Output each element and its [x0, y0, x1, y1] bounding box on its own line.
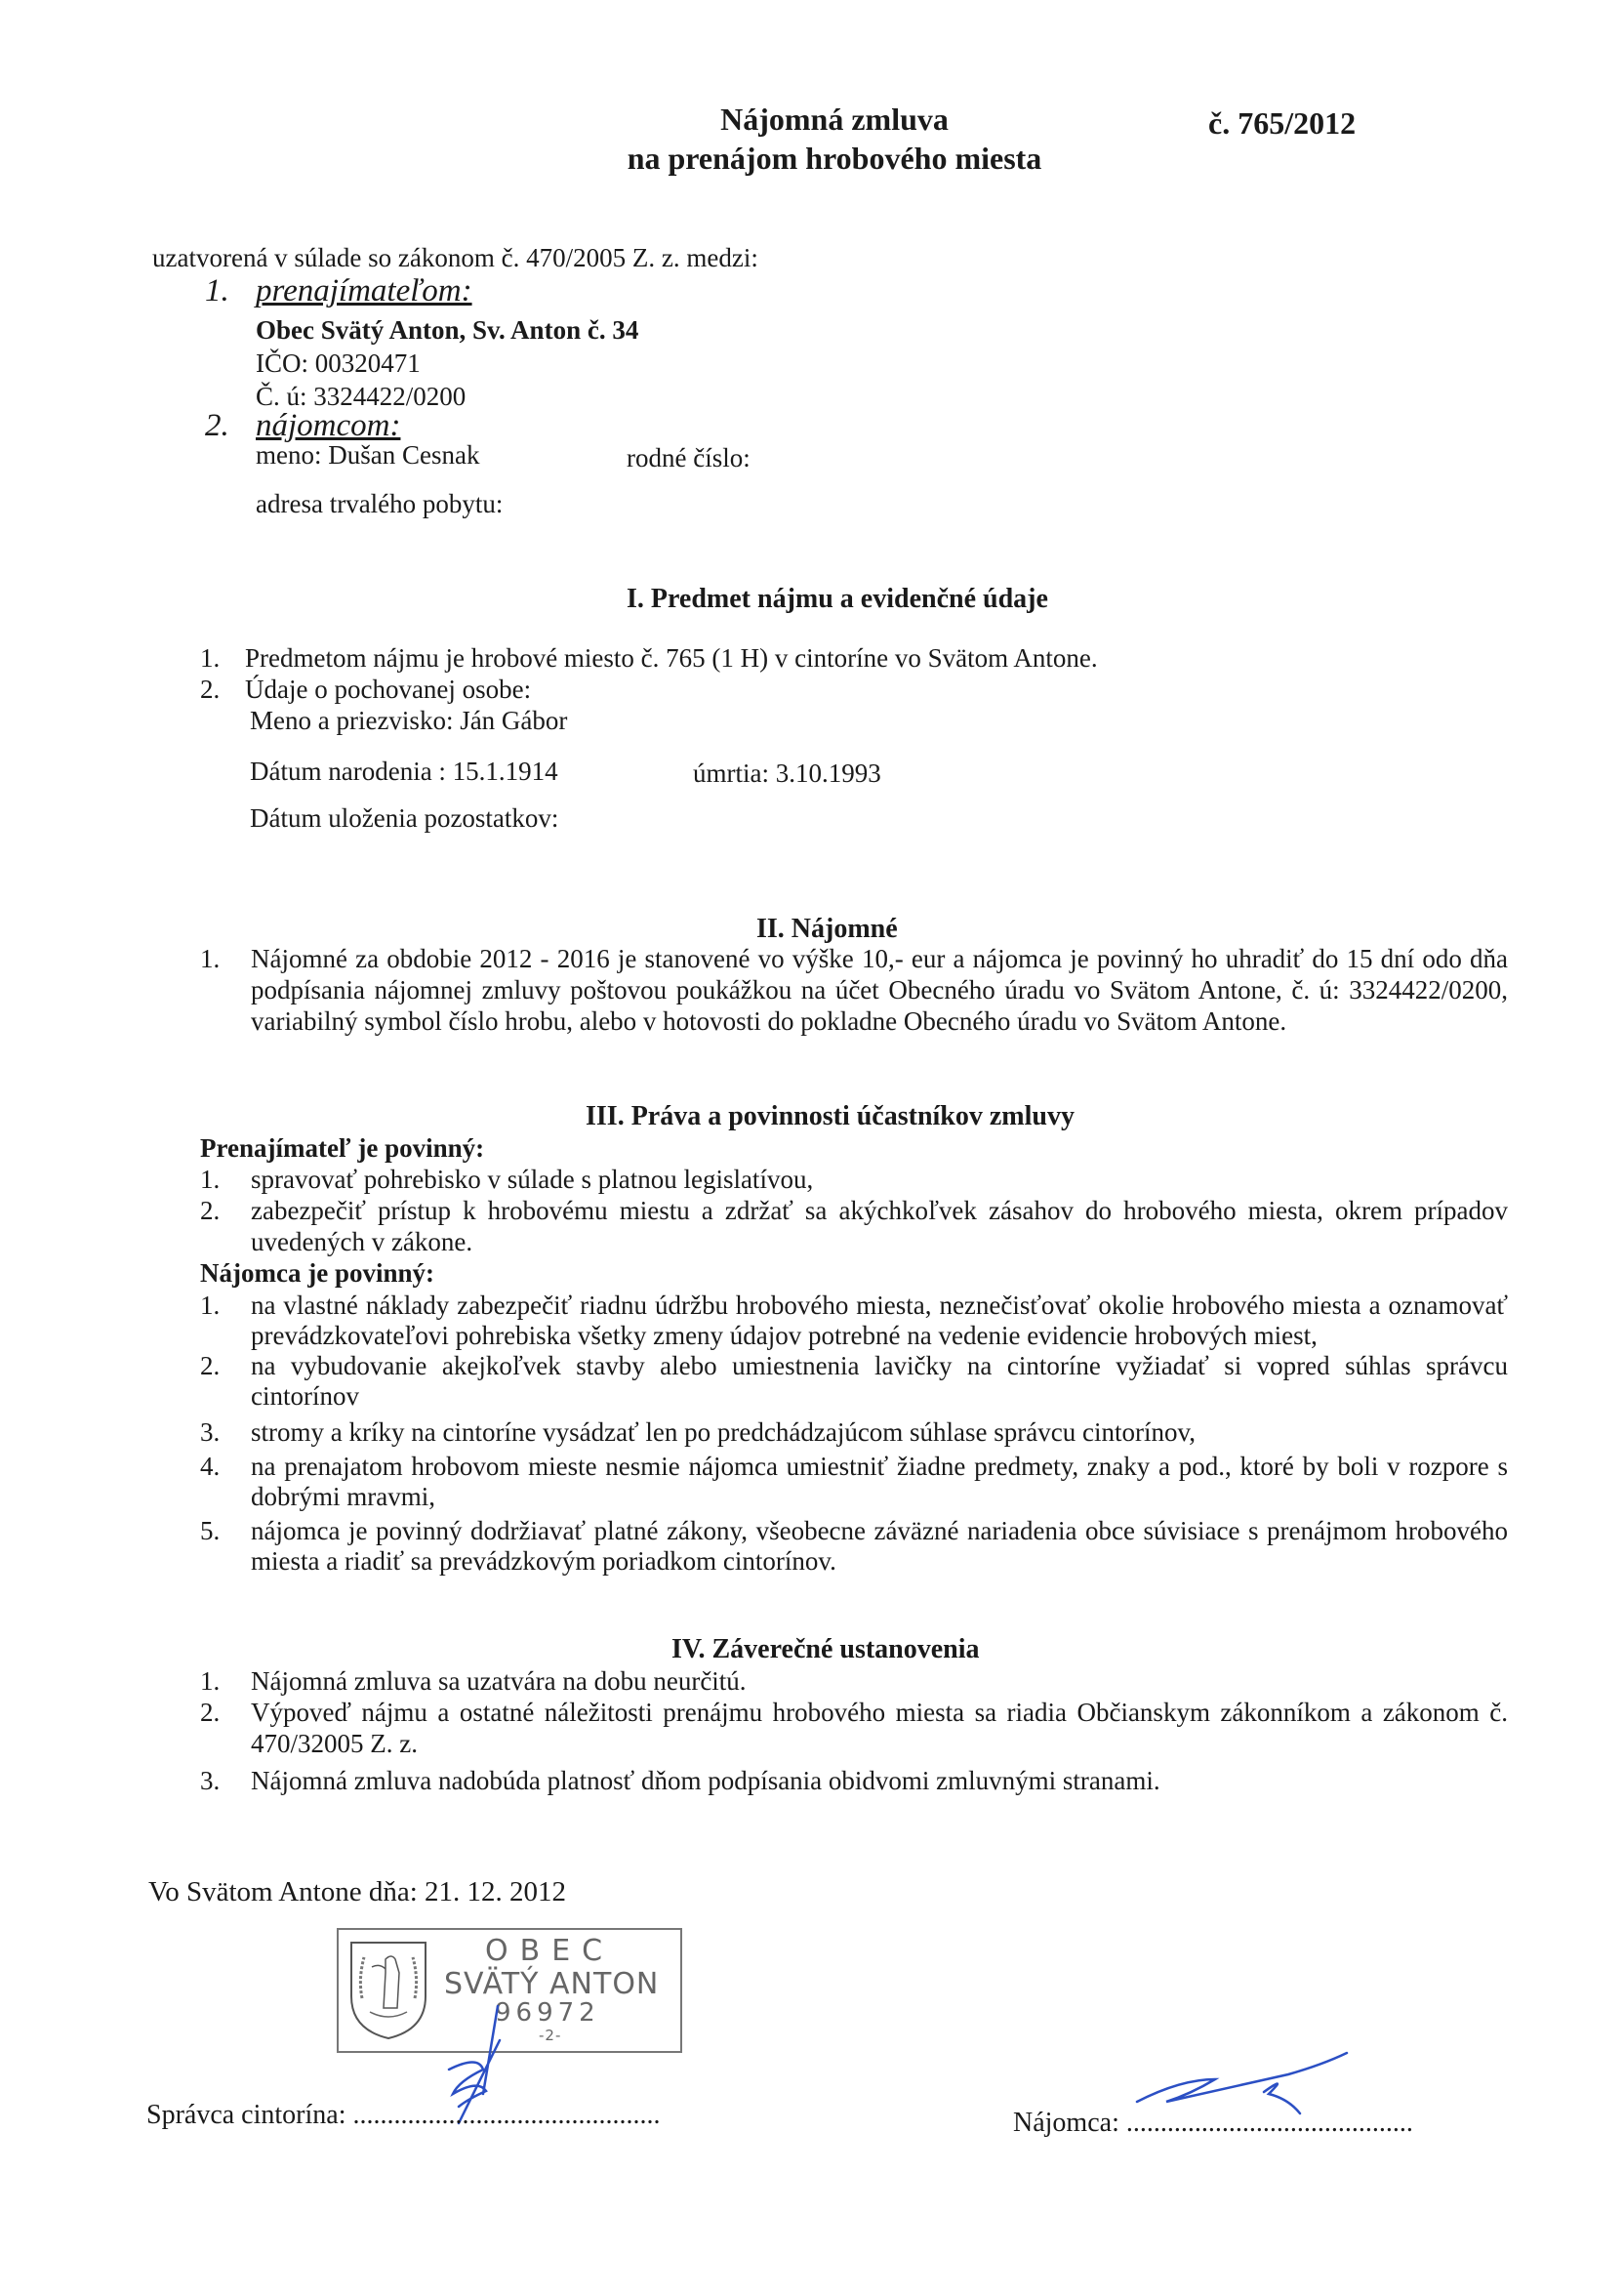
- tenant-duty: [200, 1291, 1508, 1351]
- party-2-number: 2.: [205, 408, 229, 443]
- item-number: 1.: [200, 1666, 221, 1696]
- final-provision: [200, 1665, 1508, 1697]
- coat-of-arms-icon: [348, 1940, 428, 2041]
- party-2-label: nájomcom:: [256, 408, 401, 443]
- item-text: Nájomná zmluva nadobúda platnosť dňom podpísania obidvomi zmluvnými stranami.: [251, 1766, 1160, 1795]
- tenant-name: meno: Dušan Cesnak: [256, 440, 480, 470]
- landlord-duties-heading: Prenajímateľ je povinný:: [200, 1133, 485, 1163]
- section-1-heading: I. Predmet nájmu a evidenčné údaje: [627, 584, 1048, 614]
- landlord-duty: [200, 1164, 1508, 1195]
- document-title: [547, 100, 1122, 178]
- landlord-account: Č. ú: 3324422/0200: [256, 382, 467, 411]
- item-number: 2.: [200, 1351, 221, 1380]
- tenant-signature-line: Nájomca: ..........................................: [1013, 2108, 1413, 2138]
- item-text: Predmetom nájmu je hrobové miesto č. 765 (1 H) v cintoríne vo Svätom Antone.: [245, 643, 1098, 673]
- stamp-line-1: OBEC: [485, 1934, 615, 1968]
- landlord-name: Obec Svätý Anton, Sv. Anton č. 34: [256, 315, 639, 345]
- burial-date: Dátum uloženia pozostatkov:: [250, 803, 559, 833]
- section-4-list: [200, 1665, 1508, 1796]
- tenant-duty: [200, 1452, 1508, 1512]
- landlord-duties-list: [200, 1164, 1508, 1257]
- tenant-duty: [200, 1516, 1508, 1577]
- section-1-item-1: [200, 642, 1098, 675]
- item-number: 1.: [200, 1165, 221, 1194]
- tenant-duty: [200, 1351, 1508, 1412]
- tenant-address: adresa trvalého pobytu:: [256, 489, 504, 518]
- party-1-label: prenajímateľom:: [256, 273, 472, 308]
- item-number: 3.: [200, 1766, 221, 1795]
- stamp-line-3: 96972: [495, 1998, 600, 2028]
- item-text: spravovať pohrebisko v súlade s platnou legislatívou,: [251, 1165, 814, 1194]
- item-number: 5.: [200, 1516, 221, 1545]
- section-4-heading: IV. Záverečné ustanovenia: [671, 1634, 980, 1664]
- item-text: Výpoveď nájmu a ostatné náležitosti prenájmu hrobového miesta sa riadia Občianskym zákonníkom a zákonom č. 470/32005 Z. z.: [251, 1698, 1508, 1758]
- item-text: Nájomné za obdobie 2012 - 2016 je stanovené vo výške 10,- eur a nájomca je povinný ho uhradiť do 15 dní odo dňa podpísania nájomnej zmluvy poštovou poukážkou na účet Obecného úradu vo Svätom Antone, č. ú: 3324422/0200, variabilný symbol číslo hrobu, alebo v hotovosti do pokladne Obecného úradu vo Svätom Antone.: [251, 944, 1508, 1036]
- item-number: 2.: [200, 1196, 221, 1225]
- item-text: Nájomná zmluva sa uzatvára na dobu neurčitú.: [251, 1666, 747, 1696]
- landlord-duty: [200, 1195, 1508, 1257]
- item-text: na prenajatom hrobovom mieste nesmie nájomca umiestniť žiadne predmety, znaky a pod., ktoré by boli v rozpore s dobrými mravmi,: [251, 1452, 1508, 1511]
- item-number: 1.: [200, 1291, 221, 1320]
- item-text: nájomca je povinný dodržiavať platné zákony, všeobecne záväzné nariadenia obce súvisiace s prenájmom hrobového miesta a riadiť sa prevádzkovým poriadkom cintorínov.: [251, 1516, 1508, 1576]
- landlord-ico: IČO: 00320471: [256, 348, 421, 378]
- section-2-heading: II. Nájomné: [756, 914, 898, 944]
- tenant-signature: [1122, 2045, 1357, 2123]
- item-text: Údaje o pochovanej osobe:: [245, 675, 532, 704]
- buried-person-birth: Dátum narodenia : 15.1.1914: [250, 757, 558, 786]
- stamp-line-2: SVÄTÝ ANTON: [444, 1967, 660, 2001]
- intro-text: uzatvorená v súlade so zákonom č. 470/2005 Z. z. medzi:: [152, 243, 758, 272]
- section-1-item-2: [200, 674, 531, 706]
- tenant-birth-number: rodné číslo:: [627, 443, 751, 472]
- tenant-duty: [200, 1417, 1508, 1448]
- buried-person-name: Meno a priezvisko: Ján Gábor: [250, 706, 568, 735]
- item-text: zabezpečiť prístup k hrobovému miestu a zdržať sa akýchkoľvek zásahov do hrobového miesta, okrem prípadov uvedených v zákone.: [251, 1196, 1508, 1256]
- title-line-1: Nájomná zmluva: [720, 102, 949, 137]
- administrator-signature-line: Správca cintorína: .............................................: [146, 2100, 661, 2130]
- section-3-heading: III. Práva a povinnosti účastníkov zmluvy: [586, 1101, 1075, 1131]
- tenant-duties-heading: Nájomca je povinný:: [200, 1258, 434, 1288]
- item-number: 2.: [200, 675, 221, 704]
- item-text: na vybudovanie akejkoľvek stavby alebo umiestnenia lavičky na cintoríne vyžiadať si vopred súhlas správcu cintorínov: [251, 1351, 1508, 1411]
- tenant-duties-list: [200, 1291, 1508, 1577]
- item-number: 1.: [200, 944, 221, 973]
- final-provision: [200, 1765, 1508, 1796]
- stamp-line-4: -2-: [539, 2027, 562, 2044]
- contract-number: č. 765/2012: [1208, 105, 1357, 141]
- item-number: 4.: [200, 1452, 221, 1481]
- section-2-item-1: [200, 943, 1508, 1037]
- item-text: na vlastné náklady zabezpečiť riadnu údržbu hrobového miesta, neznečisťovať okolie hrobového miesta a oznamovať prevádzkovateľovi pohrebiska všetky zmeny údajov potrebné na vedenie evidencie hrobových miest,: [251, 1291, 1508, 1350]
- item-number: 2.: [200, 1698, 221, 1727]
- place-and-date: Vo Svätom Antone dňa: 21. 12. 2012: [148, 1876, 567, 1907]
- title-line-2: na prenájom hrobového miesta: [627, 141, 1042, 176]
- final-provision: [200, 1697, 1508, 1759]
- item-number: 1.: [200, 643, 221, 673]
- item-text: stromy a kríky na cintoríne vysádzať len po predchádzajúcom súhlase správcu cintorínov,: [251, 1417, 1196, 1447]
- item-number: 3.: [200, 1417, 221, 1447]
- buried-person-death: úmrtia: 3.10.1993: [693, 758, 881, 788]
- party-1-number: 1.: [205, 273, 229, 308]
